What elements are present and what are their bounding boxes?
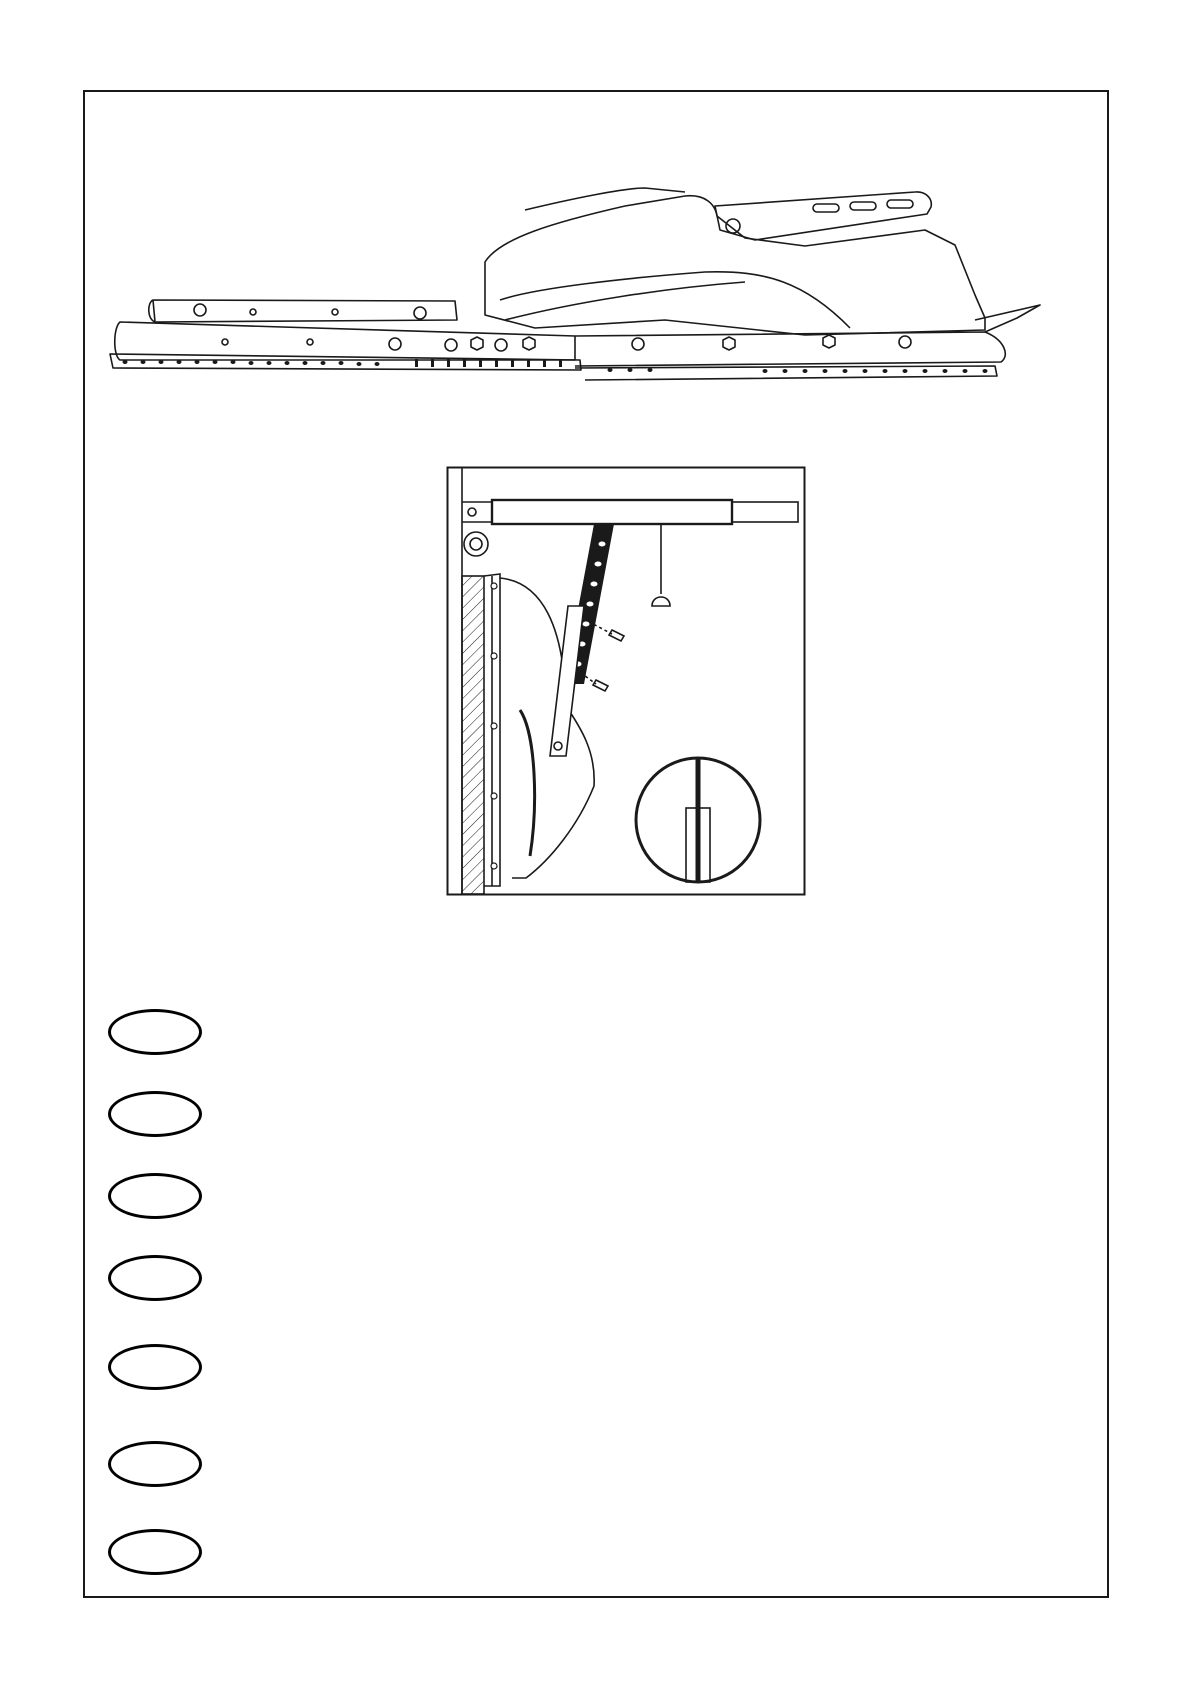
language-marker-7 bbox=[108, 1529, 202, 1575]
language-marker-5 bbox=[108, 1344, 202, 1390]
rail-assembly-illustration bbox=[105, 170, 1060, 395]
language-marker-3 bbox=[108, 1173, 202, 1219]
language-marker-6 bbox=[108, 1441, 202, 1487]
language-marker-1 bbox=[108, 1009, 202, 1055]
installation-detail-illustration bbox=[446, 466, 806, 896]
language-marker-4 bbox=[108, 1255, 202, 1301]
language-marker-2 bbox=[108, 1091, 202, 1137]
